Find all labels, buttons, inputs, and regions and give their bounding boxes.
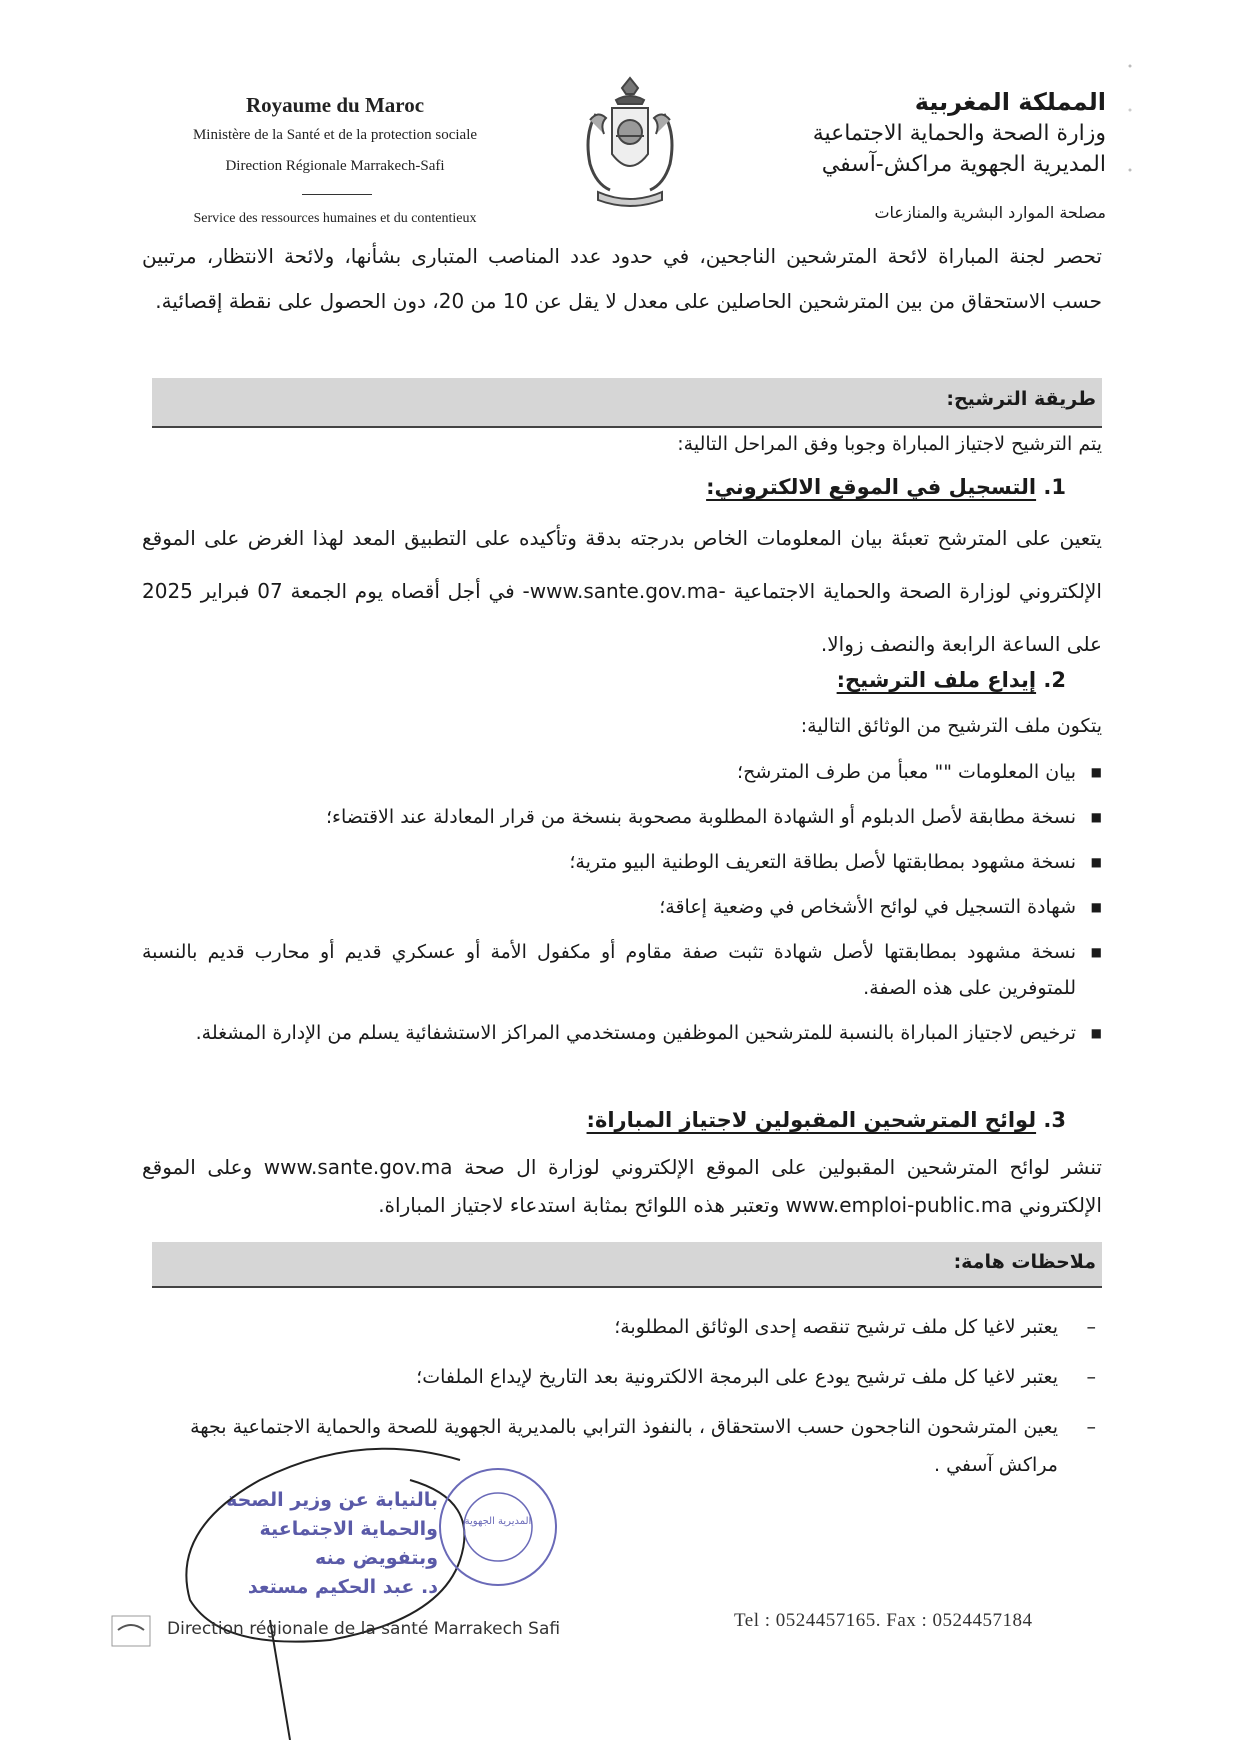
- step-2-label: إيداع ملف الترشيح:: [836, 668, 1037, 692]
- signature-line: وبتفويض منه: [315, 1547, 438, 1569]
- footer-direction: Direction régionale de la santé Marrakech Safi: [167, 1619, 561, 1639]
- header-fr-kingdom: Royaume du Maroc: [245, 93, 425, 117]
- official-stamp: [433, 1462, 563, 1592]
- signature-line: د. عبد الحكيم مستعد: [247, 1576, 438, 1598]
- section-title-candidacy: طريقة الترشيح:: [946, 388, 1096, 410]
- list-item: – يعتبر لاغيا كل ملف ترشيح تنقصه إحدى الوثائق المطلوبة؛: [142, 1308, 1102, 1346]
- header-fr-ministry: Ministère de la Santé et de la protection sociale: [192, 127, 478, 143]
- list-item: ■ ترخيص لاجتياز المباراة بالنسبة للمترشحين الموظفين ومستخدمي المراكز الاستشفائية يسلم من الإدارة المشغلة.: [142, 1015, 1102, 1051]
- list-item: – يعين المترشحون الناجحون حسب الاستحقاق ، بالنفوذ الترابي بالمديرية الجهوية للصحة والحماية الاجتماعية بجهة مراكش آسفي .: [142, 1408, 1102, 1484]
- list-item: ■ نسخة مشهود بمطابقتها لأصل شهادة تثبت صفة مقاوم أو مكفول الأمة أو عسكري قديم أو محارب قديم بالنسبة للمتوفرين على هذه الصفة.: [142, 934, 1102, 1006]
- stamp-text: المديرية الجهوية: [464, 1516, 532, 1527]
- section-heading-bar: [152, 1242, 1102, 1288]
- step-3-title: [587, 1108, 1066, 1132]
- step-1-title: [706, 475, 1066, 499]
- section-heading-bar: [152, 378, 1102, 428]
- margin-marks: [1120, 60, 1140, 180]
- candidacy-lead-text: يتم الترشيح لاجتياز المباراة وجوبا وفق المراحل التالية:: [677, 433, 1102, 455]
- section-title-notes: ملاحظات هامة:: [953, 1251, 1096, 1273]
- header-divider: [302, 194, 372, 195]
- header-ar-ministry: وزارة الصحة والحماية الاجتماعية: [812, 121, 1106, 146]
- coat-of-arms-emblem: [576, 74, 684, 214]
- list-item: ■ شهادة التسجيل في لوائح الأشخاص في وضعية إعاقة؛: [142, 889, 1102, 925]
- header-ar-direction: المديرية الجهوية مراكش-آسفي: [821, 152, 1106, 177]
- signature-line: والحماية الاجتماعية: [259, 1518, 438, 1540]
- header-ar-kingdom: المملكة المغربية: [914, 88, 1106, 116]
- list-item: ■ نسخة مشهود بمطابقتها لأصل بطاقة التعريف الوطنية البيو مترية؛: [142, 844, 1102, 880]
- step-3-label: لوائح المترشحين المقبولين لاجتياز المباراة:: [586, 1108, 1037, 1132]
- step-3-body: تنشر لوائح المترشحين المقبولين على الموقع الإلكتروني لوزارة ال صحة www.sante.gov.ma وعلى الموقع الإلكتروني www.emploi-public.ma وتعتبر هذه اللوائح بمثابة استدعاء لاجتياز المباراة.: [142, 1155, 1102, 1217]
- footer-logo-icon: [108, 1612, 154, 1652]
- step-2-title: [837, 668, 1066, 692]
- step-3-number: 3.: [1043, 1108, 1066, 1132]
- documents-list: [142, 754, 1102, 1060]
- intro-paragraph: تحصر لجنة المباراة لائحة المترشحين الناجحين، في حدود عدد المناصب المتبارى بشأنها، ولائحة الانتظار، مرتبين حسب الاستحقاق من بين المترشحين الحاصلين على معدل لا يقل عن 10 من 20، دون الحصول على نقطة إقصائية.: [142, 244, 1102, 313]
- step-2-number: 2.: [1043, 668, 1066, 692]
- signature-line: بالنيابة عن وزير الصحة: [226, 1489, 438, 1511]
- step-1-number: 1.: [1043, 475, 1066, 499]
- step-1-label: التسجيل في الموقع الالكتروني:: [706, 475, 1037, 499]
- header-ar-service: مصلحة الموارد البشرية والمنازعات: [874, 203, 1106, 222]
- header-fr-direction: Direction Régionale Marrakech-Safi: [225, 158, 445, 174]
- header-fr-service: Service des ressources humaines et du contentieux: [193, 211, 477, 226]
- step-1-body: يتعين على المترشح تعبئة بيان المعلومات الخاص بدرجته بدقة وتأكيده على التطبيق المعد لهذا الغرض على الموقع الإلكتروني لوزارة الصحة والحماية الاجتماعية -www.sante.gov.ma- في أجل أقصاه يوم الجمعة 07 فبراير 2025 على الساعة الرابعة والنصف زوالا.: [142, 526, 1102, 656]
- list-item: ■ نسخة مطابقة لأصل الدبلوم أو الشهادة المطلوبة مصحوبة بنسخة من قرار المعادلة عند الاقتضاء؛: [142, 799, 1102, 835]
- footer-contact: Tel : 0524457165. Fax : 0524457184: [734, 1610, 1033, 1631]
- list-item: – يعتبر لاغيا كل ملف ترشيح يودع على البرمجة الالكترونية بعد التاريخ لإيداع الملفات؛: [142, 1358, 1102, 1396]
- list-item: ■ بيان المعلومات "" معبأ من طرف المترشح؛: [142, 754, 1102, 790]
- step-2-lead-text: يتكون ملف الترشيح من الوثائق التالية:: [800, 715, 1102, 737]
